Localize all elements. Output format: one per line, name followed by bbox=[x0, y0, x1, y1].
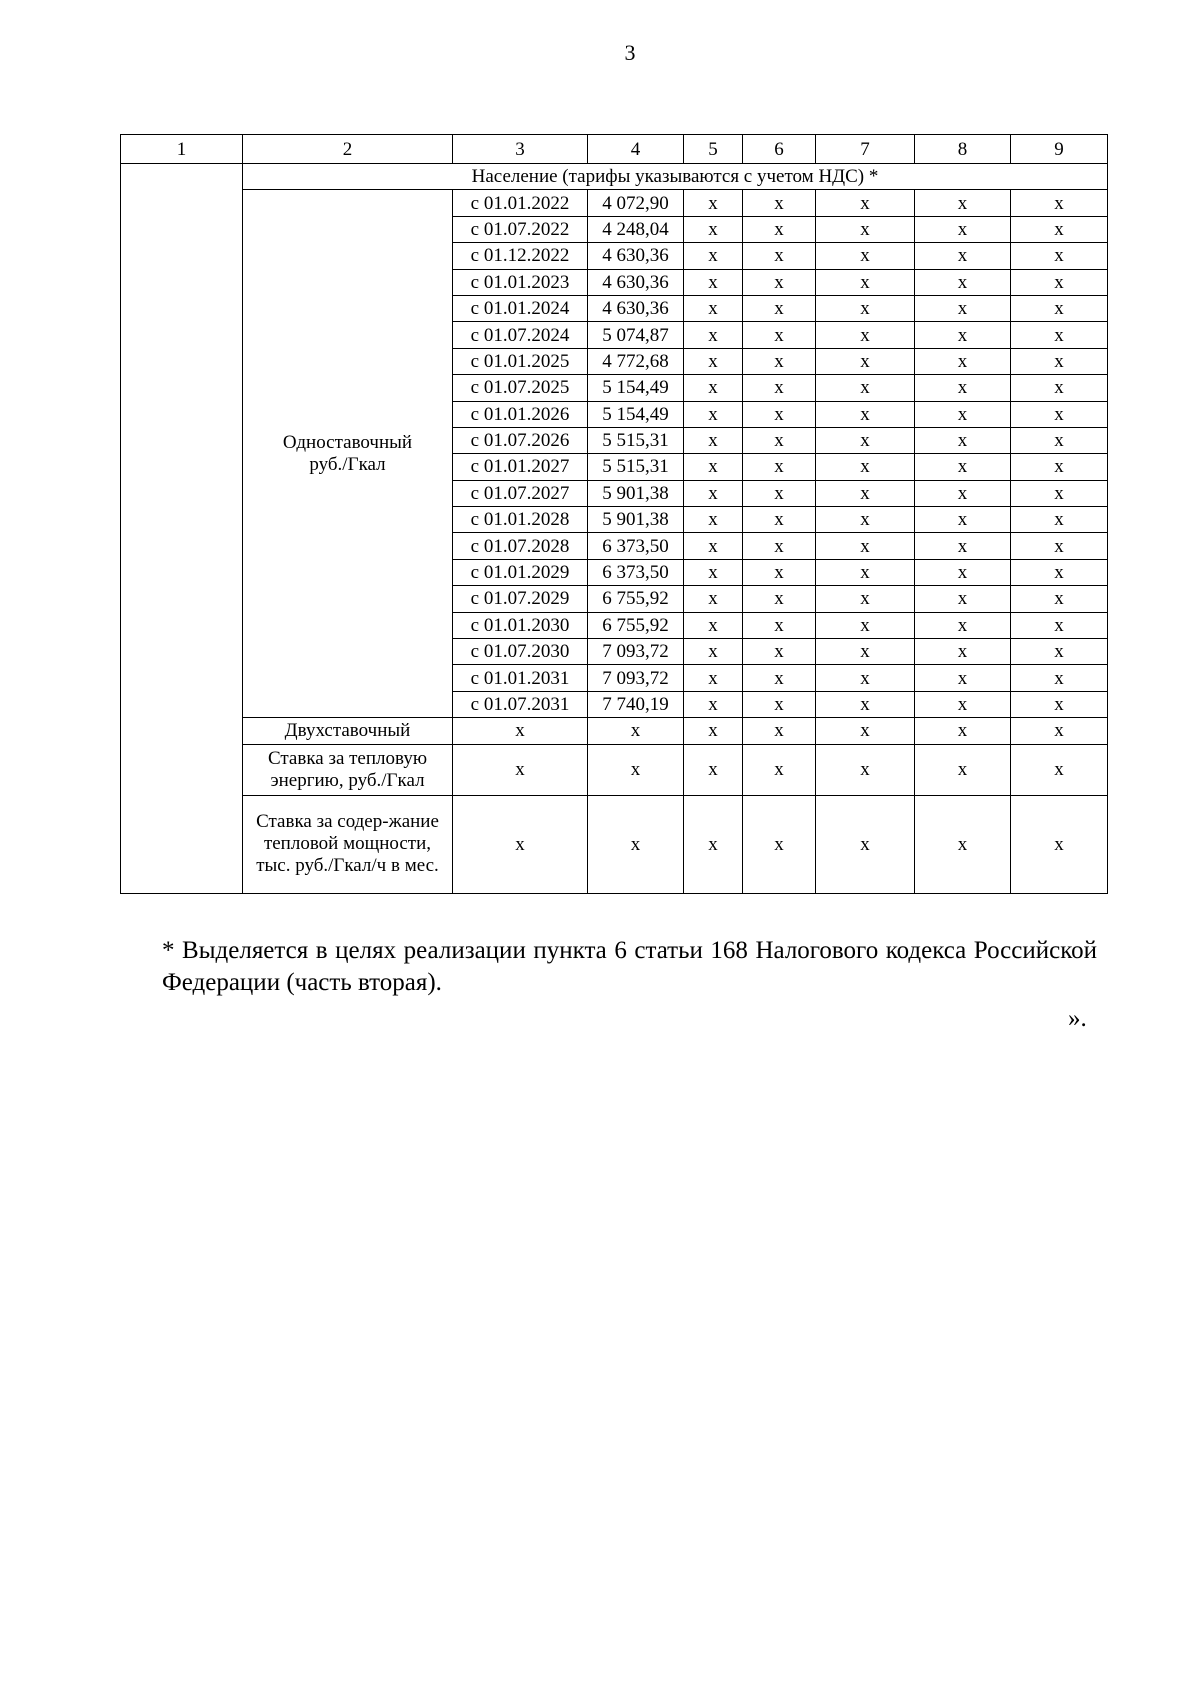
not-applicable-mark: x bbox=[684, 507, 743, 533]
not-applicable-mark: x bbox=[684, 533, 743, 559]
not-applicable-mark: x bbox=[453, 718, 588, 744]
tariff-value: 5 515,31 bbox=[588, 454, 684, 480]
not-applicable-mark: x bbox=[816, 665, 915, 691]
not-applicable-mark: x bbox=[743, 427, 816, 453]
effective-date: с 01.01.2025 bbox=[453, 348, 588, 374]
not-applicable-mark: x bbox=[1011, 586, 1108, 612]
not-applicable-mark: x bbox=[684, 427, 743, 453]
capacity-rate-label: Ставка за содер-жание тепловой мощности, тыс. руб./Гкал/ч в мес. bbox=[243, 795, 453, 893]
not-applicable-mark: x bbox=[915, 507, 1011, 533]
not-applicable-mark: x bbox=[743, 559, 816, 585]
not-applicable-mark: x bbox=[743, 744, 816, 795]
two-rate-row bbox=[121, 718, 1108, 744]
tariff-value: 7 093,72 bbox=[588, 639, 684, 665]
not-applicable-mark: x bbox=[915, 691, 1011, 717]
tariff-value: 4 630,36 bbox=[588, 295, 684, 321]
not-applicable-mark: x bbox=[1011, 322, 1108, 348]
not-applicable-mark: x bbox=[915, 322, 1011, 348]
column-header: 6 bbox=[743, 135, 816, 164]
not-applicable-mark: x bbox=[1011, 295, 1108, 321]
not-applicable-mark: x bbox=[915, 401, 1011, 427]
tariff-value: 6 373,50 bbox=[588, 559, 684, 585]
not-applicable-mark: x bbox=[816, 718, 915, 744]
not-applicable-mark: x bbox=[915, 216, 1011, 242]
not-applicable-mark: x bbox=[684, 559, 743, 585]
effective-date: с 01.12.2022 bbox=[453, 243, 588, 269]
effective-date: с 01.07.2031 bbox=[453, 691, 588, 717]
not-applicable-mark: x bbox=[915, 612, 1011, 638]
not-applicable-mark: x bbox=[816, 348, 915, 374]
not-applicable-mark: x bbox=[1011, 269, 1108, 295]
not-applicable-mark: x bbox=[684, 401, 743, 427]
not-applicable-mark: x bbox=[684, 269, 743, 295]
not-applicable-mark: x bbox=[684, 454, 743, 480]
not-applicable-mark: x bbox=[915, 795, 1011, 893]
not-applicable-mark: x bbox=[743, 375, 816, 401]
not-applicable-mark: x bbox=[588, 718, 684, 744]
column-header: 9 bbox=[1011, 135, 1108, 164]
not-applicable-mark: x bbox=[743, 480, 816, 506]
not-applicable-mark: x bbox=[816, 507, 915, 533]
effective-date: с 01.07.2025 bbox=[453, 375, 588, 401]
column-header: 3 bbox=[453, 135, 588, 164]
not-applicable-mark: x bbox=[743, 665, 816, 691]
not-applicable-mark: x bbox=[743, 795, 816, 893]
not-applicable-mark: x bbox=[816, 295, 915, 321]
not-applicable-mark: x bbox=[684, 375, 743, 401]
effective-date: с 01.01.2023 bbox=[453, 269, 588, 295]
not-applicable-mark: x bbox=[684, 795, 743, 893]
not-applicable-mark: x bbox=[588, 744, 684, 795]
not-applicable-mark: x bbox=[816, 454, 915, 480]
not-applicable-mark: x bbox=[453, 744, 588, 795]
single-rate-label-line2: руб./Гкал bbox=[309, 453, 386, 475]
tariff-value: 7 740,19 bbox=[588, 691, 684, 717]
not-applicable-mark: x bbox=[684, 612, 743, 638]
not-applicable-mark: x bbox=[684, 639, 743, 665]
not-applicable-mark: x bbox=[915, 454, 1011, 480]
column-header: 4 bbox=[588, 135, 684, 164]
effective-date: с 01.01.2026 bbox=[453, 401, 588, 427]
not-applicable-mark: x bbox=[816, 427, 915, 453]
not-applicable-mark: x bbox=[1011, 401, 1108, 427]
not-applicable-mark: x bbox=[684, 243, 743, 269]
not-applicable-mark: x bbox=[816, 375, 915, 401]
not-applicable-mark: x bbox=[743, 639, 816, 665]
effective-date: с 01.01.2024 bbox=[453, 295, 588, 321]
not-applicable-mark: x bbox=[816, 401, 915, 427]
closing-quote: ». bbox=[1068, 1005, 1087, 1032]
not-applicable-mark: x bbox=[915, 480, 1011, 506]
effective-date: с 01.07.2029 bbox=[453, 586, 588, 612]
effective-date: с 01.01.2027 bbox=[453, 454, 588, 480]
energy-rate-row bbox=[121, 744, 1108, 795]
not-applicable-mark: x bbox=[1011, 190, 1108, 216]
not-applicable-mark: x bbox=[1011, 718, 1108, 744]
not-applicable-mark: x bbox=[1011, 691, 1108, 717]
not-applicable-mark: x bbox=[743, 348, 816, 374]
not-applicable-mark: x bbox=[743, 295, 816, 321]
not-applicable-mark: x bbox=[816, 795, 915, 893]
not-applicable-mark: x bbox=[1011, 612, 1108, 638]
effective-date: с 01.01.2022 bbox=[453, 190, 588, 216]
not-applicable-mark: x bbox=[743, 533, 816, 559]
not-applicable-mark: x bbox=[1011, 348, 1108, 374]
tariff-value: 4 630,36 bbox=[588, 243, 684, 269]
column-header-row bbox=[121, 135, 1108, 164]
not-applicable-mark: x bbox=[743, 691, 816, 717]
not-applicable-mark: x bbox=[743, 718, 816, 744]
not-applicable-mark: x bbox=[1011, 533, 1108, 559]
not-applicable-mark: x bbox=[743, 507, 816, 533]
tariff-value: 5 901,38 bbox=[588, 480, 684, 506]
not-applicable-mark: x bbox=[816, 269, 915, 295]
not-applicable-mark: x bbox=[915, 427, 1011, 453]
not-applicable-mark: x bbox=[915, 744, 1011, 795]
effective-date: с 01.01.2028 bbox=[453, 507, 588, 533]
not-applicable-mark: x bbox=[915, 348, 1011, 374]
tariff-value: 4 630,36 bbox=[588, 269, 684, 295]
not-applicable-mark: x bbox=[915, 533, 1011, 559]
not-applicable-mark: x bbox=[1011, 427, 1108, 453]
not-applicable-mark: x bbox=[816, 612, 915, 638]
effective-date: с 01.07.2028 bbox=[453, 533, 588, 559]
not-applicable-mark: x bbox=[743, 401, 816, 427]
tariff-value: 5 515,31 bbox=[588, 427, 684, 453]
tariff-value: 5 154,49 bbox=[588, 401, 684, 427]
tariff-row bbox=[121, 190, 1108, 216]
not-applicable-mark: x bbox=[816, 190, 915, 216]
not-applicable-mark: x bbox=[684, 665, 743, 691]
not-applicable-mark: x bbox=[1011, 480, 1108, 506]
single-rate-label bbox=[243, 190, 453, 718]
not-applicable-mark: x bbox=[1011, 216, 1108, 242]
not-applicable-mark: x bbox=[816, 639, 915, 665]
not-applicable-mark: x bbox=[816, 480, 915, 506]
not-applicable-mark: x bbox=[915, 243, 1011, 269]
effective-date: с 01.07.2027 bbox=[453, 480, 588, 506]
not-applicable-mark: x bbox=[1011, 243, 1108, 269]
capacity-rate-row bbox=[121, 795, 1108, 893]
not-applicable-mark: x bbox=[743, 586, 816, 612]
not-applicable-mark: x bbox=[684, 216, 743, 242]
not-applicable-mark: x bbox=[915, 639, 1011, 665]
column-header: 1 bbox=[121, 135, 243, 164]
tariff-value: 5 154,49 bbox=[588, 375, 684, 401]
not-applicable-mark: x bbox=[915, 586, 1011, 612]
not-applicable-mark: x bbox=[1011, 559, 1108, 585]
footnote: * Выделяется в целях реализации пункта 6 статьи 168 Налогового кодекса Российской Федерации (часть вторая). bbox=[162, 937, 1097, 996]
not-applicable-mark: x bbox=[743, 612, 816, 638]
not-applicable-mark: x bbox=[743, 269, 816, 295]
not-applicable-mark: x bbox=[684, 744, 743, 795]
tariff-value: 6 373,50 bbox=[588, 533, 684, 559]
not-applicable-mark: x bbox=[684, 322, 743, 348]
not-applicable-mark: x bbox=[1011, 375, 1108, 401]
tariff-value: 7 093,72 bbox=[588, 665, 684, 691]
not-applicable-mark: x bbox=[816, 216, 915, 242]
page-number: 3 bbox=[624, 40, 636, 65]
tariff-value: 6 755,92 bbox=[588, 586, 684, 612]
effective-date: с 01.07.2030 bbox=[453, 639, 588, 665]
effective-date: с 01.01.2029 bbox=[453, 559, 588, 585]
not-applicable-mark: x bbox=[915, 269, 1011, 295]
energy-rate-label: Ставка за тепловую энергию, руб./Гкал bbox=[243, 744, 453, 795]
not-applicable-mark: x bbox=[1011, 744, 1108, 795]
tariff-value: 4 248,04 bbox=[588, 216, 684, 242]
not-applicable-mark: x bbox=[743, 243, 816, 269]
not-applicable-mark: x bbox=[684, 348, 743, 374]
not-applicable-mark: x bbox=[915, 559, 1011, 585]
not-applicable-mark: x bbox=[588, 795, 684, 893]
not-applicable-mark: x bbox=[1011, 507, 1108, 533]
not-applicable-mark: x bbox=[743, 216, 816, 242]
not-applicable-mark: x bbox=[743, 322, 816, 348]
tariff-value: 4 772,68 bbox=[588, 348, 684, 374]
not-applicable-mark: x bbox=[684, 586, 743, 612]
not-applicable-mark: x bbox=[915, 665, 1011, 691]
not-applicable-mark: x bbox=[1011, 795, 1108, 893]
section-row bbox=[121, 164, 1108, 190]
section-title: Население (тарифы указываются с учетом НДС) * bbox=[243, 164, 1108, 190]
column-header: 2 bbox=[243, 135, 453, 164]
effective-date: с 01.01.2030 bbox=[453, 612, 588, 638]
not-applicable-mark: x bbox=[816, 322, 915, 348]
effective-date: с 01.07.2026 bbox=[453, 427, 588, 453]
not-applicable-mark: x bbox=[684, 295, 743, 321]
not-applicable-mark: x bbox=[816, 559, 915, 585]
not-applicable-mark: x bbox=[816, 243, 915, 269]
not-applicable-mark: x bbox=[684, 691, 743, 717]
not-applicable-mark: x bbox=[915, 718, 1011, 744]
not-applicable-mark: x bbox=[915, 295, 1011, 321]
not-applicable-mark: x bbox=[684, 190, 743, 216]
not-applicable-mark: x bbox=[743, 454, 816, 480]
column-header: 8 bbox=[915, 135, 1011, 164]
tariff-value: 6 755,92 bbox=[588, 612, 684, 638]
not-applicable-mark: x bbox=[1011, 454, 1108, 480]
not-applicable-mark: x bbox=[816, 586, 915, 612]
not-applicable-mark: x bbox=[743, 190, 816, 216]
not-applicable-mark: x bbox=[816, 533, 915, 559]
not-applicable-mark: x bbox=[915, 375, 1011, 401]
not-applicable-mark: x bbox=[816, 691, 915, 717]
tariff-value: 5 901,38 bbox=[588, 507, 684, 533]
tariff-table bbox=[120, 134, 1108, 894]
not-applicable-mark: x bbox=[1011, 639, 1108, 665]
empty-number-cell bbox=[121, 164, 243, 894]
two-rate-label: Двухставочный bbox=[243, 718, 453, 744]
column-header: 5 bbox=[684, 135, 743, 164]
single-rate-label-line1: Одноставочный bbox=[282, 431, 413, 453]
effective-date: с 01.07.2024 bbox=[453, 322, 588, 348]
not-applicable-mark: x bbox=[915, 190, 1011, 216]
not-applicable-mark: x bbox=[816, 744, 915, 795]
not-applicable-mark: x bbox=[684, 480, 743, 506]
effective-date: с 01.01.2031 bbox=[453, 665, 588, 691]
not-applicable-mark: x bbox=[1011, 665, 1108, 691]
column-header: 7 bbox=[816, 135, 915, 164]
effective-date: с 01.07.2022 bbox=[453, 216, 588, 242]
not-applicable-mark: x bbox=[453, 795, 588, 893]
tariff-value: 5 074,87 bbox=[588, 322, 684, 348]
not-applicable-mark: x bbox=[684, 718, 743, 744]
tariff-value: 4 072,90 bbox=[588, 190, 684, 216]
